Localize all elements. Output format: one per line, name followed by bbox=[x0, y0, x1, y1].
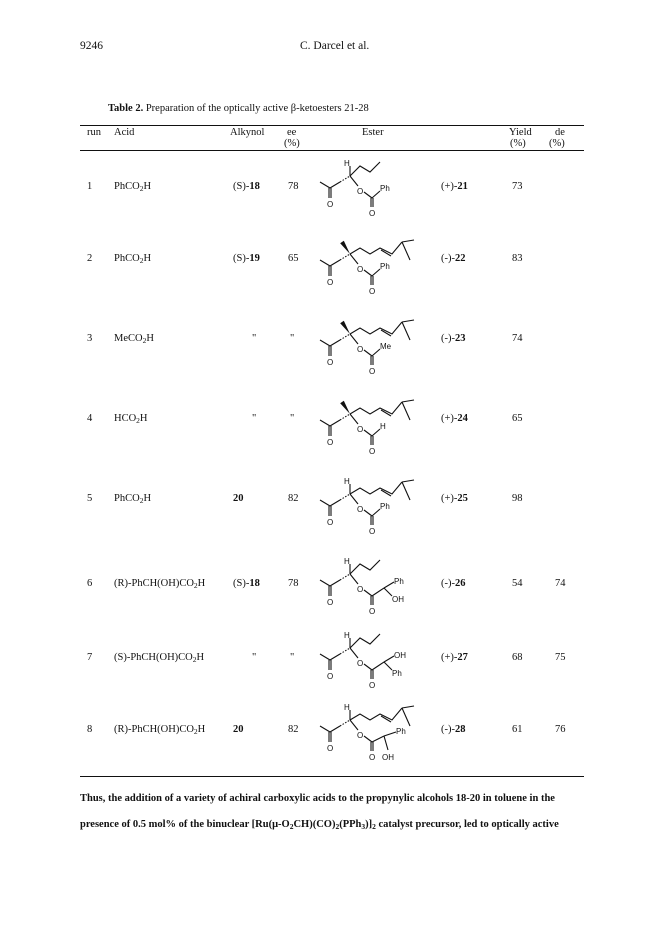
phenyl-label: Ph bbox=[380, 184, 390, 193]
row-product: (-)-22 bbox=[441, 253, 466, 264]
row-product: (+)-24 bbox=[441, 413, 468, 424]
row-yield: 54 bbox=[512, 578, 523, 589]
ketone-oxygen-label: O bbox=[327, 598, 334, 607]
ester-oxygen-label: O bbox=[357, 659, 364, 668]
carbonyl-oxygen-label: O bbox=[369, 287, 376, 296]
ester-oxygen-label: O bbox=[357, 585, 364, 594]
row-acid: $(R)-PhCH(OH)CO_2H$ bbox=[114, 578, 206, 590]
row-acid: $(S)-PhCH(OH)CO_2H$ bbox=[114, 652, 205, 664]
ester-structure-25 bbox=[318, 478, 448, 540]
row-run: 5 bbox=[87, 493, 93, 504]
ester-structure-28 bbox=[318, 704, 448, 776]
page-number: 9246 bbox=[80, 40, 103, 52]
row-product: (-)-26 bbox=[441, 578, 466, 589]
col-de: de bbox=[555, 127, 565, 138]
row-ee: 78 bbox=[288, 181, 299, 192]
col-yield: Yield bbox=[509, 127, 532, 138]
carbonyl-oxygen-label: O bbox=[369, 447, 376, 456]
row-alkynol: (S)-19 bbox=[233, 253, 260, 264]
ester-structure-22 bbox=[318, 238, 448, 300]
row-run: 3 bbox=[87, 333, 93, 344]
row-yield: 65 bbox=[512, 413, 523, 424]
row-run: 6 bbox=[87, 578, 93, 589]
row-de: 76 bbox=[555, 724, 566, 735]
row-ee: " bbox=[290, 652, 295, 663]
row-alkynol: (S)-18 bbox=[233, 578, 260, 589]
row-alkynol: " bbox=[252, 333, 257, 344]
row-ee: " bbox=[290, 413, 295, 424]
body-line-2: presence of 0.5 mol% of the binuclear $[Ru(\mu-O_2CH)(CO)_2(PPh_3)]_2$ catalyst precursor, led to optically active bbox=[80, 819, 559, 831]
body-line-1: Thus, the addition of a variety of achiral carboxylic acids to the propynylic alcohols 18-20 in toluene in the bbox=[80, 793, 555, 804]
row-ee: 82 bbox=[288, 724, 299, 735]
table-caption-text: Preparation of the optically active β-ketoesters 21-28 bbox=[145, 103, 369, 114]
ester-structure-23 bbox=[318, 318, 448, 380]
ketone-oxygen-label: O bbox=[327, 278, 334, 287]
ester-oxygen-label: O bbox=[357, 425, 364, 434]
row-acid: $(R)-PhCH(OH)CO_2H$ bbox=[114, 724, 206, 736]
row-run: 1 bbox=[87, 181, 93, 192]
ester-structure-21 bbox=[318, 160, 428, 222]
ester-oxygen-label: O bbox=[357, 345, 364, 354]
carbonyl-oxygen-label: O bbox=[369, 681, 376, 690]
col-de-unit: (%) bbox=[549, 138, 565, 149]
ester-oxygen-label: O bbox=[357, 265, 364, 274]
ester-oxygen-label: O bbox=[357, 505, 364, 514]
row-product: (+)-27 bbox=[441, 652, 468, 663]
row-yield: 61 bbox=[512, 724, 523, 735]
running-title: C. Darcel et al. bbox=[300, 40, 370, 52]
row-acid: PhCO$_2$H bbox=[114, 493, 152, 505]
ketone-oxygen-label: O bbox=[327, 438, 334, 447]
row-alkynol: 20 bbox=[233, 493, 244, 504]
row-ee: 78 bbox=[288, 578, 299, 589]
row-ee: " bbox=[290, 333, 295, 344]
hydrogen-label: H bbox=[344, 631, 350, 640]
phenyl-label: Ph bbox=[380, 502, 390, 511]
row-de: 75 bbox=[555, 652, 566, 663]
col-acid: Acid bbox=[114, 127, 135, 138]
ketone-oxygen-label: O bbox=[327, 358, 334, 367]
row-acid: MeCO$_2$H bbox=[114, 333, 154, 345]
hydroxyl-label: OH bbox=[394, 651, 406, 660]
col-ester: Ester bbox=[362, 127, 384, 138]
carbonyl-oxygen-label: O bbox=[369, 367, 376, 376]
phenyl-label: Ph bbox=[394, 577, 404, 586]
row-alkynol: (S)-18 bbox=[233, 181, 260, 192]
ester-structure-27 bbox=[318, 632, 428, 694]
col-run: run bbox=[87, 127, 101, 138]
ketone-oxygen-label: O bbox=[327, 672, 334, 681]
col-ee: ee bbox=[287, 127, 297, 138]
row-product: (-)-23 bbox=[441, 333, 466, 344]
row-product: (+)-21 bbox=[441, 181, 468, 192]
carbonyl-oxygen-label: O bbox=[369, 607, 376, 616]
row-acid: $HCO_2H$ bbox=[114, 413, 148, 425]
ketone-oxygen-label: O bbox=[327, 744, 334, 753]
row-run: 2 bbox=[87, 253, 93, 264]
carbonyl-oxygen-label: O bbox=[369, 753, 376, 762]
row-de: 74 bbox=[555, 578, 566, 589]
row-yield: 73 bbox=[512, 181, 523, 192]
row-product: (+)-25 bbox=[441, 493, 468, 504]
table-caption-label: Table 2. bbox=[108, 103, 144, 114]
row-yield: 68 bbox=[512, 652, 523, 663]
phenyl-label: Ph bbox=[392, 669, 402, 678]
ester-structure-26 bbox=[318, 558, 428, 620]
row-alkynol: " bbox=[252, 413, 257, 424]
row-ee: 65 bbox=[288, 253, 299, 264]
col-yield-unit: (%) bbox=[510, 138, 526, 149]
body-paragraph bbox=[80, 786, 590, 840]
methyl-label: Me bbox=[380, 342, 392, 351]
hydrogen-label: H bbox=[344, 477, 350, 486]
ester-oxygen-label: O bbox=[357, 731, 364, 740]
hydrogen-label: H bbox=[344, 703, 350, 712]
hydrogen-label: H bbox=[344, 557, 350, 566]
row-alkynol: 20 bbox=[233, 724, 244, 735]
formyl-hydrogen-label: H bbox=[380, 422, 386, 431]
yield-unit-underline bbox=[502, 150, 532, 151]
row-product: (-)-28 bbox=[441, 724, 466, 735]
col-ee-unit: (%) bbox=[284, 138, 300, 149]
row-run: 7 bbox=[87, 652, 93, 663]
carbonyl-oxygen-label: O bbox=[369, 527, 376, 536]
hydrogen-label: H bbox=[344, 159, 350, 168]
hydroxyl-label: OH bbox=[392, 595, 404, 604]
row-yield: 74 bbox=[512, 333, 523, 344]
table-bottom-rule bbox=[80, 776, 584, 777]
phenyl-label: Ph bbox=[380, 262, 390, 271]
row-ee: 82 bbox=[288, 493, 299, 504]
ester-oxygen-label: O bbox=[357, 187, 364, 196]
ketone-oxygen-label: O bbox=[327, 518, 334, 527]
row-run: 4 bbox=[87, 413, 93, 424]
row-run: 8 bbox=[87, 724, 93, 735]
phenyl-label: Ph bbox=[396, 727, 406, 736]
carbonyl-oxygen-label: O bbox=[369, 209, 376, 218]
row-acid: PhCO$_2$H bbox=[114, 253, 152, 265]
table-caption bbox=[108, 103, 369, 114]
row-alkynol: " bbox=[252, 652, 257, 663]
row-yield: 83 bbox=[512, 253, 523, 264]
row-acid: PhCO$_2$H bbox=[114, 181, 152, 193]
ketone-oxygen-label: O bbox=[327, 200, 334, 209]
hydroxyl-label: OH bbox=[382, 753, 394, 762]
ester-structure-24 bbox=[318, 398, 448, 460]
row-yield: 98 bbox=[512, 493, 523, 504]
col-alkynol: Alkynol bbox=[230, 127, 265, 138]
